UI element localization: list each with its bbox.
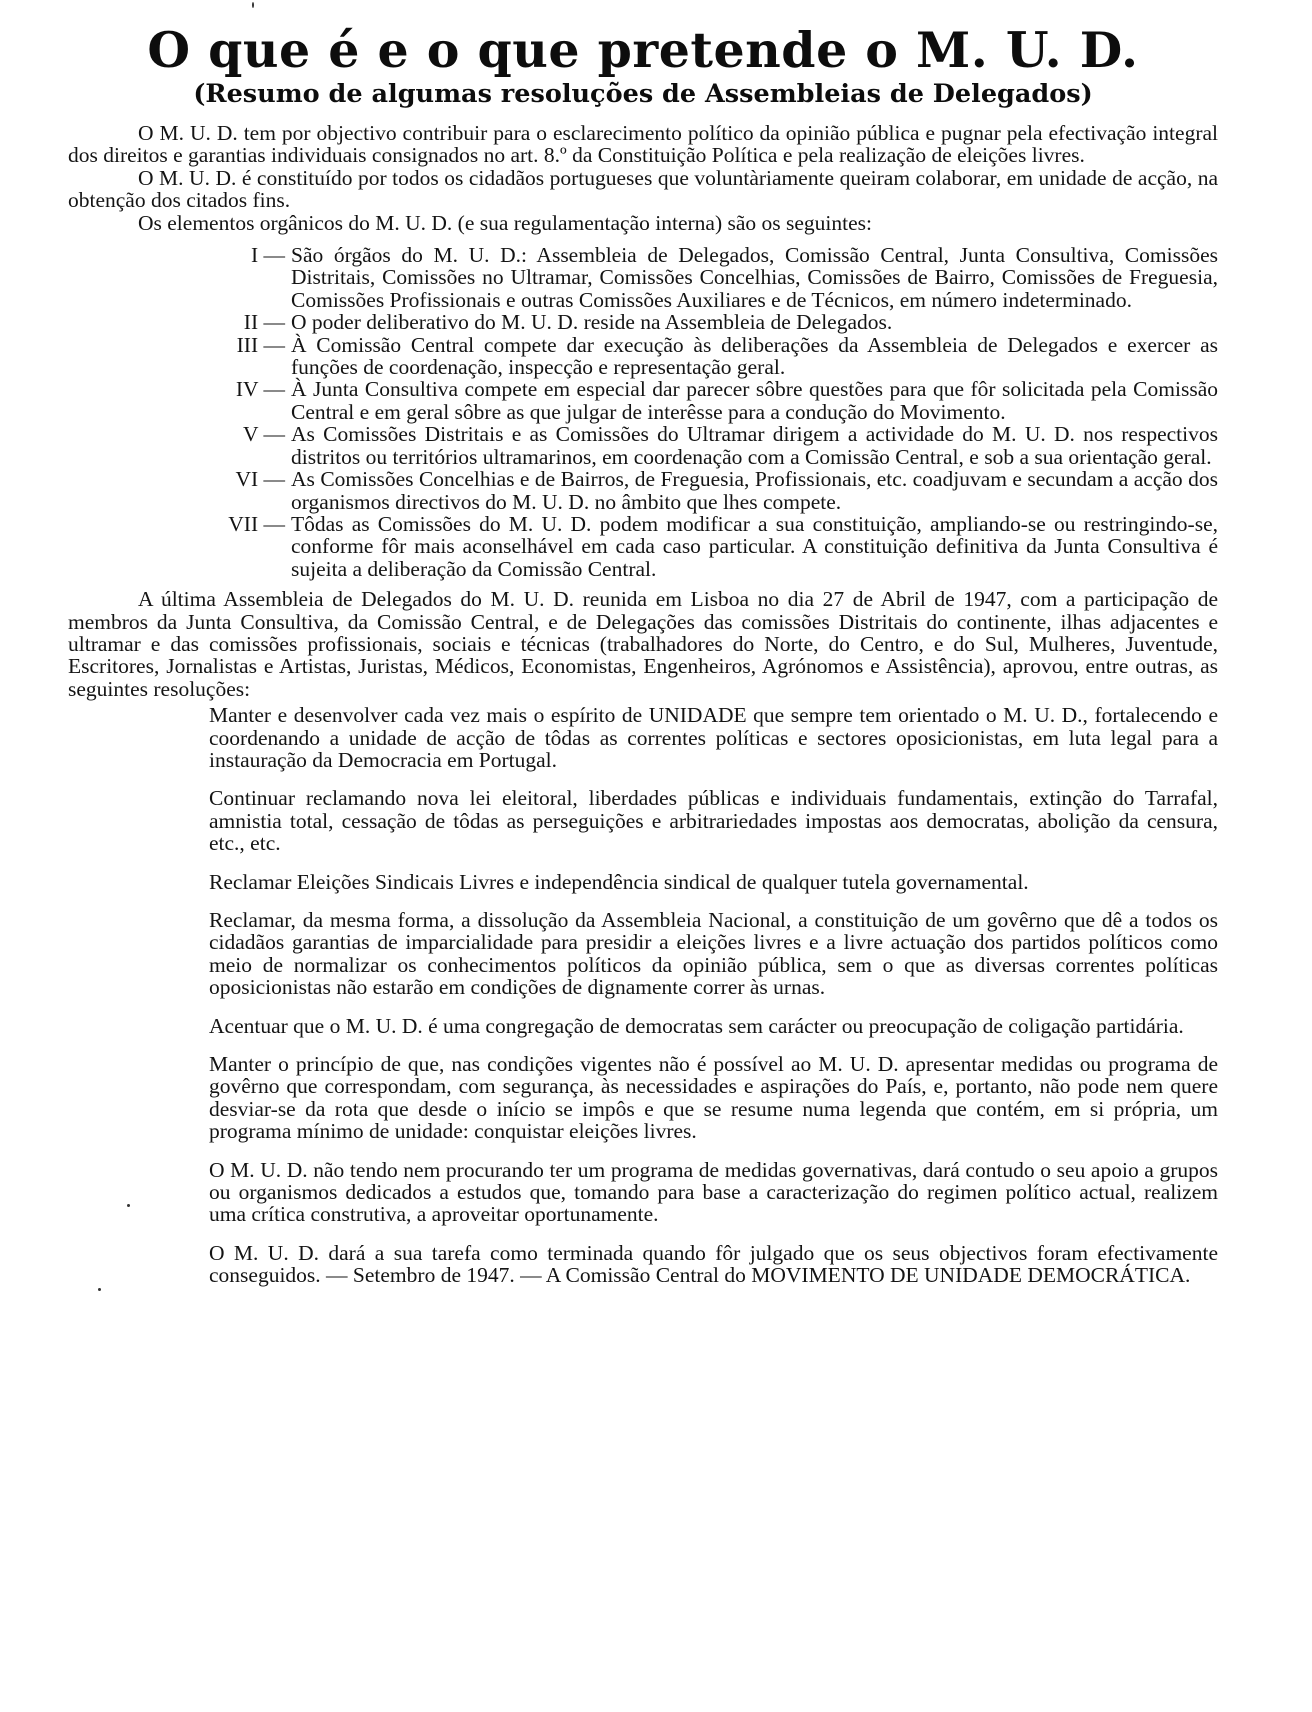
organ-number: VII — (228, 511, 285, 536)
intro-section (68, 122, 1218, 234)
organ-item (68, 513, 1218, 580)
organ-number: VI — (235, 467, 285, 492)
organ-item (68, 334, 1218, 379)
print-speck (252, 2, 254, 8)
print-speck (98, 1288, 101, 1291)
assembly-section (68, 588, 1218, 700)
organ-text: As Comissões Distritais e as Comissões do Ultramar dirigem a actividade do M. U. D. nos respectivos distritos ou territórios ultramarinos, em coordenação com a Comissão Central, e sob a sua orientação geral. (291, 422, 1218, 469)
resolution-item: Manter o princípio de que, nas condições vigentes não é possível ao M. U. D. apresentar medidas ou programa de govêrno que correspondam, com segurança, às necessidades e aspirações do País, e, portanto, não pode nem quere desviar-se da rota que desde o início se impôs e que se resume numa legenda que contém, em si própria, um programa mínimo de unidade: conquistar eleições livres. (209, 1052, 1218, 1144)
organ-number: I — (250, 243, 285, 268)
organ-number: IV — (235, 377, 285, 402)
organ-number: III — (236, 332, 285, 357)
organ-item (68, 378, 1218, 423)
resolution-item: O M. U. D. dará a sua tarefa como terminada quando fôr julgado que os seus objectivos foram efectivamente conseguidos. — Setembro de 1947. — A Comissão Central do MOVIMENTO DE UNIDADE DEMOCRÁTICA. (209, 1240, 1218, 1288)
organ-item (68, 423, 1218, 468)
resolution-item: O M. U. D. não tendo nem procurando ter um programa de medidas governativas, dará contudo o seu apoio a grupos ou organismos dedicados a estudos que, tomando para base a caracterização do regimen político actual, realizem uma crítica construtiva, a aproveitar oportunamente. (209, 1157, 1218, 1227)
organ-item (68, 311, 1218, 333)
organ-item (68, 244, 1218, 311)
assembly-paragraph: A última Assembleia de Delegados do M. U. D. reunida em Lisboa no dia 27 de Abril de 1947, com a participação de membros da Junta Consultiva, da Comissão Central, e de Delegações das comissões Distritais do continente, ilhas adjacentes e ultramar e das comissões profissionais, sociais e técnicas (trabalhadores do Norte, do Centro, e do Sul, Mulheres, Juventude, Escritores, Jornalistas e Artistas, Juristas, Médicos, Economistas, Engenheiros, Agrónomos e Assistência), aprovou, entre outras, as seguintes resoluções: (68, 587, 1218, 701)
organ-text: À Junta Consultiva compete em especial dar parecer sôbre questões para que fôr solicitada pela Comissão Central e em geral sôbre as que julgar de interêsse para a condução do Movimento. (291, 377, 1218, 424)
intro-paragraph: O M. U. D. é constituído por todos os cidadãos portugueses que voluntàriamente queiram colaborar, em unidade de acção, na obtenção dos citados fins. (68, 165, 1218, 213)
resolution-item: Acentuar que o M. U. D. é uma congregação de democratas sem carácter ou preocupação de coligação partidária. (209, 1013, 1184, 1038)
organ-number: II — (243, 310, 285, 335)
organ-number: V — (242, 422, 285, 447)
organs-list (68, 244, 1218, 580)
organ-text: Tôdas as Comissões do M. U. D. podem modificar a sua constituição, ampliando-se ou restringindo-se, conforme fôr mais aconselhável em cada caso particular. A constituição definitiva da Junta Consultiva é sujeita a deliberação da Comissão Central. (291, 511, 1218, 581)
resolution-item: Reclamar, da mesma forma, a dissolução da Assembleia Nacional, a constituição de um govêrno que dê a todos os cidadãos garantias de imparcialidade para presidir a eleições livres e a livre actuação dos partidos políticos como meio de normalizar os conhecimentos políticos da opinião pública, sem o que as diversas correntes políticas oposicionistas não estarão em condições de dignamente correr às urnas. (209, 908, 1218, 1000)
organ-text: As Comissões Concelhias e de Bairros, de Freguesia, Profissionais, etc. coadjuvam e secundam a acção dos organismos directivos do M. U. D. no âmbito que lhes compete. (291, 467, 1218, 514)
document-subtitle: (Resumo de algumas resoluções de Assembleias de Delegados) (193, 79, 1093, 109)
document-page (68, 22, 1218, 1287)
organ-text: À Comissão Central compete dar execução às deliberações da Assembleia de Delegados e exercer as funções de coordenação, inspecção e representação geral. (291, 332, 1218, 380)
resolution-item: Manter e desenvolver cada vez mais o espírito de UNIDADE que sempre tem orientado o M. U. D., fortalecendo e coordenando a unidade de acção de tôdas as correntes políticas e sectores oposicionistas, em luta legal para a instauração da Democracia em Portugal. (209, 703, 1218, 772)
document-title: O que é e o que pretende o M. U. D. (147, 21, 1139, 79)
resolutions-list (68, 704, 1218, 1287)
intro-paragraph: O M. U. D. tem por objectivo contribuir para o esclarecimento político da opinião pública e pugnar pela efectivação integral dos direitos e garantias individuais consignados no art. 8.º da Constituição Política e pela realização de eleições livres. (68, 121, 1218, 168)
organ-item (68, 468, 1218, 513)
intro-paragraph: Os elementos orgânicos do M. U. D. (e sua regulamentação interna) são os seguintes: (138, 210, 872, 235)
resolution-item: Continuar reclamando nova lei eleitoral, liberdades públicas e individuais fundamentais, extinção do Tarrafal, amnistia total, cessação de tôdas as perseguições e arbitrariedades impostas aos democratas, abolição da censura, etc., etc. (209, 786, 1218, 856)
resolution-item: Reclamar Eleições Sindicais Livres e independência sindical de qualquer tutela governamental. (209, 869, 1029, 894)
organ-text: São órgãos do M. U. D.: Assembleia de Delegados, Comissão Central, Junta Consultiva, Comissões Distritais, Comissões no Ultramar, Comissões Concelhias, Comissões de Bairro, Comissões de Freguesia, Comissões Profissionais e outras Comissões Auxiliares e de Técnicos, em número indeterminado. (291, 243, 1218, 312)
organ-text: O poder deliberativo do M. U. D. reside na Assembleia de Delegados. (291, 310, 893, 335)
